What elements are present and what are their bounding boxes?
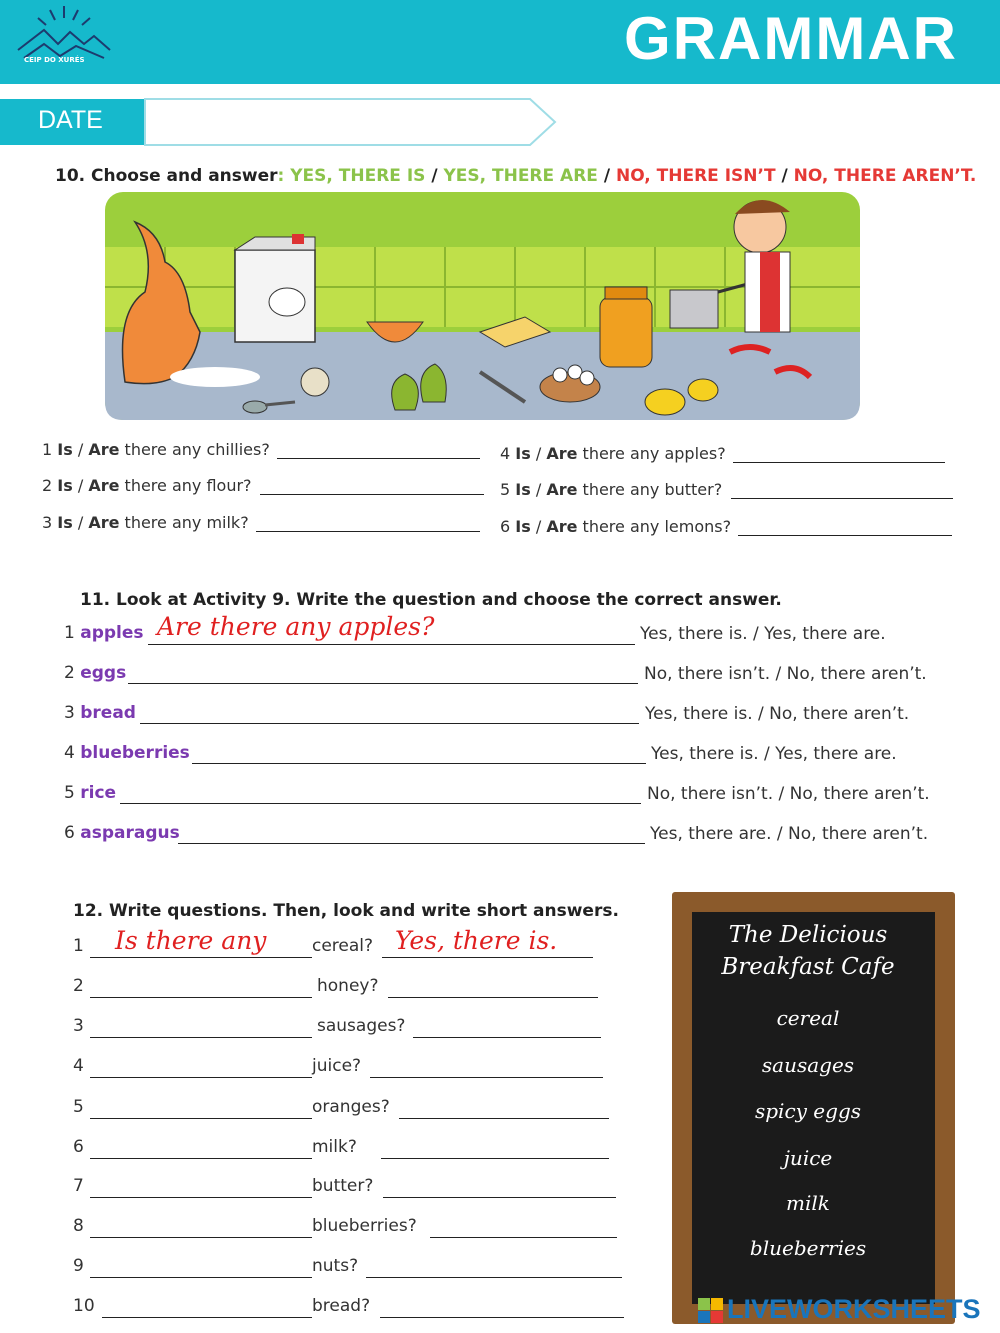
ex12-item-number: 5 [73, 1097, 84, 1117]
item-word: bread [80, 703, 136, 723]
choice-is[interactable]: Is [57, 513, 73, 532]
q-text: there any chillies? [119, 440, 270, 459]
liveworksheets-brand: LIVEWORKSHEETS [727, 1294, 981, 1324]
question-input[interactable] [90, 1158, 312, 1159]
ex11-item-6 [64, 823, 180, 843]
q-number: 6 [500, 517, 511, 536]
option-no-there-arent: NO, THERE AREN’T [793, 166, 970, 186]
ex10-question-3: 3 Is / Are there any milk? [42, 513, 249, 532]
answer-input[interactable] [738, 535, 952, 536]
menu-item: spicy eggs [754, 1099, 862, 1123]
item-number: 2 [64, 663, 75, 683]
item-word: asparagus [80, 823, 180, 843]
ex12-item-word: nuts? [312, 1256, 359, 1276]
ex12-item-word: butter? [312, 1176, 374, 1196]
option-yes-there-are: YES, THERE ARE [443, 166, 598, 186]
ex12-item-number: 9 [73, 1256, 84, 1276]
question-input[interactable] [102, 1317, 312, 1318]
item-number: 6 [64, 823, 75, 843]
answer-input[interactable] [128, 683, 638, 684]
ex10-question-6: 6 Is / Are there any lemons? [500, 517, 732, 536]
date-label: DATE [38, 106, 103, 134]
answer-options[interactable]: No, there isn’t. / No, there aren’t. [647, 784, 930, 804]
choice-is[interactable]: Is [57, 476, 73, 495]
question-input[interactable] [90, 1118, 312, 1119]
q-number: 4 [500, 444, 511, 463]
answer-input[interactable] [277, 458, 480, 459]
answer-options[interactable]: Yes, there is. / Yes, there are. [640, 624, 886, 644]
short-answer-input[interactable] [370, 1077, 603, 1078]
answer-input[interactable] [148, 644, 635, 645]
q-text: there any flour? [119, 476, 252, 495]
ex12-instruction: 12. Write questions. Then, look and write short answers. [73, 901, 619, 921]
date-input[interactable] [150, 102, 525, 142]
choice-are[interactable]: Are [546, 517, 578, 536]
ex11-instruction: 11. Look at Activity 9. Write the question and choose the correct answer. [80, 590, 782, 610]
short-answer-input[interactable] [383, 1197, 616, 1198]
question-input[interactable] [90, 1037, 312, 1038]
answer-input[interactable] [140, 723, 639, 724]
item-number: 5 [64, 783, 75, 803]
answer-input[interactable] [260, 494, 484, 495]
ex12-item-word: cereal? [312, 936, 374, 956]
ex12-item-word: honey? [317, 976, 379, 996]
slash: / [597, 166, 616, 186]
menu-title-line1: The Delicious [728, 922, 888, 948]
q-number: 5 [500, 480, 511, 499]
answer-input[interactable] [120, 803, 641, 804]
ex10-question-2: 2 Is / Are there any flour? [42, 476, 252, 495]
short-answer-input[interactable] [388, 997, 598, 998]
kitchen-illustration [105, 192, 860, 420]
ex10-instruction [55, 166, 976, 186]
answer-input[interactable] [192, 763, 646, 764]
choice-are[interactable]: Are [88, 476, 120, 495]
item-number: 1 [64, 623, 75, 643]
ex10-number: 10. Choose and answer [55, 166, 278, 186]
short-answer-input[interactable] [399, 1118, 609, 1119]
choice-are[interactable]: Are [88, 440, 120, 459]
ex12-item-number: 8 [73, 1216, 84, 1236]
question-input[interactable] [90, 957, 312, 958]
ex12-item-number: 6 [73, 1137, 84, 1157]
ex12-item-number: 2 [73, 976, 84, 996]
slash: / [425, 166, 444, 186]
ex10-question-1: 1 Is / Are there any chillies? [42, 440, 270, 459]
answer-options[interactable]: Yes, there is. / Yes, there are. [651, 744, 897, 764]
menu-item: milk [786, 1191, 830, 1215]
short-answer-input[interactable] [380, 1317, 624, 1318]
q-number: 1 [42, 440, 53, 459]
item-number: 4 [64, 743, 75, 763]
logo-text: CEIP DO XURÉS [24, 56, 85, 64]
ex11-item-1 [64, 623, 144, 643]
item-word: eggs [80, 663, 127, 683]
answer-input[interactable] [733, 462, 945, 463]
handwritten-answer: Yes, there is. [395, 926, 558, 955]
choice-are[interactable]: Are [546, 480, 578, 499]
handwritten-question: Is there any [115, 926, 267, 955]
option-yes-there-is: YES, THERE IS [290, 166, 426, 186]
ex12-item-number: 4 [73, 1056, 84, 1076]
item-number: 3 [64, 703, 75, 723]
ex11-item-2 [64, 663, 126, 683]
choice-is[interactable]: Is [515, 444, 531, 463]
option-no-there-isnt: NO, THERE ISN’T [615, 166, 776, 186]
menu-item: blueberries [749, 1236, 867, 1260]
ex11-item-5 [64, 783, 116, 803]
choice-is[interactable]: Is [515, 517, 531, 536]
q-number: 3 [42, 513, 53, 532]
ex10-sep: : [277, 166, 291, 186]
question-input[interactable] [90, 1077, 312, 1078]
q-number: 2 [42, 476, 53, 495]
answer-options[interactable]: No, there isn’t. / No, there aren’t. [644, 664, 927, 684]
liveworksheets-logo-icon [698, 1298, 724, 1324]
short-answer-input[interactable] [381, 1158, 609, 1159]
ex12-item-number: 10 [73, 1296, 95, 1316]
choice-are[interactable]: Are [88, 513, 120, 532]
ex10-question-4: 4 Is / Are there any apples? [500, 444, 726, 463]
short-answer-input[interactable] [382, 957, 593, 958]
ex12-item-word: juice? [312, 1056, 362, 1076]
ex12-item-word: milk? [312, 1137, 357, 1157]
ex12-item-number: 3 [73, 1016, 84, 1036]
answer-input[interactable] [256, 531, 480, 532]
short-answer-input[interactable] [366, 1277, 622, 1278]
choice-is[interactable]: Is [515, 480, 531, 499]
menu-item: juice [783, 1146, 833, 1170]
slash: / [775, 166, 794, 186]
ex11-item-3 [64, 703, 136, 723]
choice-are[interactable]: Are [546, 444, 578, 463]
answer-input[interactable] [731, 498, 953, 499]
question-input[interactable] [90, 997, 312, 998]
menu-title-line2: Breakfast Cafe [721, 954, 895, 980]
ex12-item-number: 1 [73, 936, 84, 956]
item-word: apples [80, 623, 144, 643]
ex12-item-number: 7 [73, 1176, 84, 1196]
handwritten-answer: Are there any apples? [157, 612, 435, 641]
q-text: there any lemons? [577, 517, 732, 536]
item-word: rice [80, 783, 117, 803]
ex12-item-word: blueberries? [312, 1216, 417, 1236]
menu-item: sausages [761, 1053, 855, 1077]
answer-options[interactable]: Yes, there are. / No, there aren’t. [650, 824, 929, 844]
choice-is[interactable]: Is [57, 440, 73, 459]
ex12-item-word: bread? [312, 1296, 371, 1316]
ex12-item-word: sausages? [317, 1016, 406, 1036]
q-text: there any butter? [577, 480, 723, 499]
q-text: there any apples? [577, 444, 726, 463]
question-input[interactable] [90, 1277, 312, 1278]
menu-item: cereal [776, 1006, 840, 1030]
ex10-question-5: 5 Is / Are there any butter? [500, 480, 723, 499]
page-title: GRAMMAR [624, 5, 958, 72]
short-answer-input[interactable] [413, 1037, 601, 1038]
question-input[interactable] [90, 1237, 312, 1238]
short-answer-input[interactable] [430, 1237, 617, 1238]
answer-options[interactable]: Yes, there is. / No, there aren’t. [645, 704, 910, 724]
q-text: there any milk? [119, 513, 249, 532]
period: . [969, 166, 977, 186]
ex11-item-4 [64, 743, 190, 763]
item-word: blueberries [80, 743, 190, 763]
question-input[interactable] [90, 1197, 312, 1198]
ex12-item-word: oranges? [312, 1097, 390, 1117]
answer-input[interactable] [178, 843, 645, 844]
